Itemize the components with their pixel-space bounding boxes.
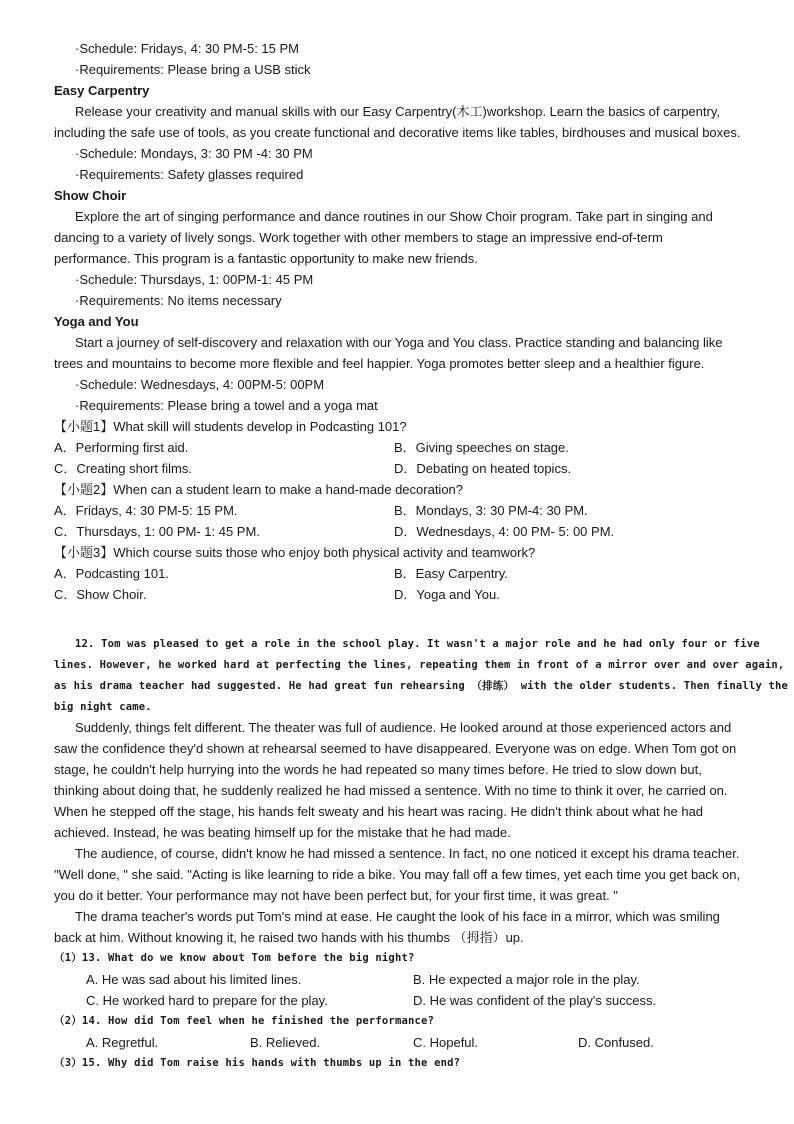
- course-title-carpentry: Easy Carpentry: [54, 83, 150, 98]
- carpentry-schedule: ·Schedule: Mondays, 3: 30 PM -4: 30 PM: [75, 146, 313, 161]
- option-a: A．Podcasting 101.: [54, 566, 169, 581]
- passage-intro-line: lines. However, he worked hard at perfecting the lines, repeating them in front of a mirror over and over again,: [54, 659, 785, 671]
- show-choir-requirements: ·Requirements: No items necessary: [75, 293, 282, 308]
- question-stem: （2）14. How did Tom feel when he finished the performance?: [54, 1015, 435, 1027]
- question-stem: 【小题1】What skill will students develop in Podcasting 101?: [54, 419, 407, 434]
- passage-line: stage, he couldn't help hurrying into the words he had repeated so many times before. He tried to slow down but,: [54, 762, 702, 777]
- course-desc-line: performance. This program is a fantastic opportunity to make new friends.: [54, 251, 478, 266]
- option-b: B．Mondays, 3: 30 PM-4: 30 PM.: [394, 503, 588, 518]
- option-b: B．Easy Carpentry.: [394, 566, 508, 581]
- option-c: C．Thursdays, 1: 00 PM- 1: 45 PM.: [54, 524, 260, 539]
- option-d: D．Yoga and You.: [394, 587, 500, 602]
- option-a: A. He was sad about his limited lines.: [86, 972, 302, 987]
- passage-line: thinking about doing that, he suddenly realized he had missed a sentence. With no time to think it over, he carried on.: [54, 783, 728, 798]
- yoga-requirements: ·Requirements: Please bring a towel and a yoga mat: [75, 398, 378, 413]
- passage-line: saw the confidence they'd shown at rehearsal seemed to have disappeared. Everyone was on edge. When Tom got on: [54, 741, 737, 756]
- option-d: D. Confused.: [578, 1035, 654, 1050]
- course-desc-line: Release your creativity and manual skills with our Easy Carpentry(木工)workshop. Learn the basics of carpentry,: [75, 104, 720, 119]
- option-a: A. Regretful.: [86, 1035, 159, 1050]
- option-d: D．Wednesdays, 4: 00 PM- 5: 00 PM.: [394, 524, 615, 539]
- question-stem: 【小题2】When can a student learn to make a hand-made decoration?: [54, 482, 464, 497]
- passage-line: achieved. Instead, he was beating himself up for the mistake that he had made.: [54, 825, 511, 840]
- option-c: C．Show Choir.: [54, 587, 147, 602]
- podcasting-schedule: ·Schedule: Fridays, 4: 30 PM-5: 15 PM: [75, 41, 299, 56]
- question-stem: 【小题3】Which course suits those who enjoy both physical activity and teamwork?: [54, 545, 536, 560]
- course-title-show-choir: Show Choir: [54, 188, 127, 203]
- course-title-yoga: Yoga and You: [54, 314, 139, 329]
- carpentry-requirements: ·Requirements: Safety glasses required: [75, 167, 304, 182]
- passage-intro-line: big night came.: [54, 701, 152, 713]
- option-a: A．Fridays, 4: 30 PM-5: 15 PM.: [54, 503, 238, 518]
- option-c: C. Hopeful.: [413, 1035, 479, 1050]
- passage-intro-line: 12. Tom was pleased to get a role in the school play. It wasn't a major role and he had only four or five: [75, 638, 760, 650]
- option-a: A．Performing first aid.: [54, 440, 189, 455]
- course-desc-line: including the safe use of tools, as you create functional and decorative items like tables, birdhouses and musical boxes.: [54, 125, 741, 140]
- course-desc-line: Start a journey of self-discovery and relaxation with our Yoga and You class. Practice standing and balancing like: [75, 335, 723, 350]
- option-b: B．Giving speeches on stage.: [394, 440, 569, 455]
- podcasting-requirements: ·Requirements: Please bring a USB stick: [75, 62, 311, 77]
- option-d: D. He was confident of the play's success.: [413, 993, 657, 1008]
- passage-line: The drama teacher's words put Tom's mind at ease. He caught the look of his face in a mirror, which was smiling: [75, 909, 720, 924]
- question-stem: （3）15. Why did Tom raise his hands with thumbs up in the end?: [54, 1057, 461, 1069]
- passage-line: Suddenly, things felt different. The theater was full of audience. He looked around at those experienced actors and: [75, 720, 732, 735]
- passage-line: "Well done, " she said. "Acting is like learning to ride a bike. You may fall off a few times, yet each time you get back on,: [54, 867, 741, 882]
- passage-line: The audience, of course, didn't know he had missed a sentence. In fact, no one noticed it except his drama teacher.: [75, 846, 740, 861]
- option-d: D．Debating on heated topics.: [394, 461, 572, 476]
- passage-line: back at him. Without knowing it, he raised two hands with his thumbs （拇指）up.: [54, 930, 524, 945]
- option-c: C. He worked hard to prepare for the play.: [86, 993, 328, 1008]
- option-c: C．Creating short films.: [54, 461, 192, 476]
- passage-intro-line: as his drama teacher had suggested. He had great fun rehearsing （排练） with the older students. Then finally the: [54, 680, 789, 692]
- show-choir-schedule: ·Schedule: Thursdays, 1: 00PM-1: 45 PM: [75, 272, 314, 287]
- option-b: B. He expected a major role in the play.: [413, 972, 640, 987]
- passage-line: you do it better. Your performance may not have been perfect but, for your first time, it was great. ": [54, 888, 618, 903]
- passage-line: When he stepped off the stage, his hands felt sweaty and his heart was racing. He didn't think about what he had: [54, 804, 704, 819]
- question-stem: （1）13. What do we know about Tom before the big night?: [54, 952, 415, 964]
- course-desc-line: dancing to a variety of lively songs. Work together with other members to stage an impressive end-of-term: [54, 230, 663, 245]
- yoga-schedule: ·Schedule: Wednesdays, 4: 00PM-5: 00PM: [75, 377, 325, 392]
- course-desc-line: Explore the art of singing performance and dance routines in our Show Choir program. Take part in singing and: [75, 209, 713, 224]
- course-desc-line: trees and mountains to become more flexible and feel happier. Yoga promotes better sleep and a healthier figure.: [54, 356, 705, 371]
- option-b: B. Relieved.: [250, 1035, 321, 1050]
